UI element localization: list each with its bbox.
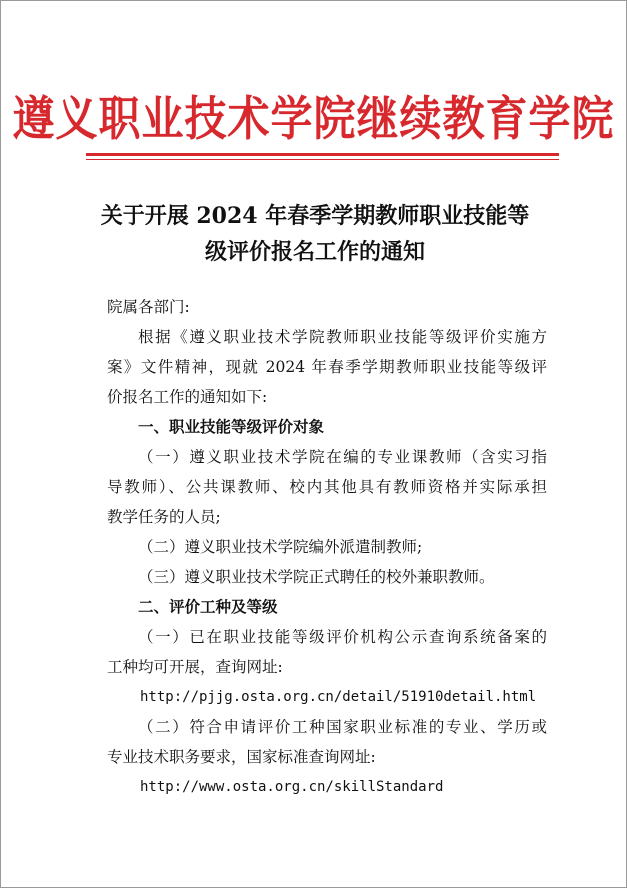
notice-body	[107, 292, 547, 802]
letterhead-rule-thick	[86, 153, 559, 156]
section-1-item-2: （二）遵义职业技术学院编外派遣制教师;	[138, 538, 423, 556]
intro-line-3: 价报名工作的通知如下:	[107, 388, 268, 406]
salutation: 院属各部门:	[107, 298, 190, 316]
letterhead-rule-thin	[86, 159, 559, 160]
section-2-heading: 二、评价工种及等级	[138, 598, 278, 616]
section-2-item-1-line-2: 工种均可开展，查询网址:	[107, 658, 283, 676]
section-1-heading: 一、职业技能等级评价对象	[138, 418, 325, 436]
section-2-item-2-url[interactable]: http://www.osta.org.cn/skillStandard	[140, 779, 444, 795]
section-2-item-1-line-1: （一）已在职业技能等级评价机构公示查询系统备案的	[138, 628, 547, 646]
section-2-item-2-line-2: 专业技术职务要求，国家标准查询网址:	[107, 748, 376, 766]
institution-letterhead: 遵义职业技术学院继续教育学院	[12, 94, 615, 147]
section-2-item-1-url[interactable]: http://pjjg.osta.org.cn/detail/51910detail.html	[140, 689, 537, 705]
notice-title	[70, 198, 560, 270]
intro-line-1: 根据《遵义职业技术学院教师职业技能等级评价实施方	[138, 328, 547, 346]
section-1-item-1-line-2: 导教师）、公共课教师、校内其他具有教师资格并实际承担	[107, 478, 547, 496]
section-2-item-2-line-1: （二）符合申请评价工种国家职业标准的专业、学历或	[138, 718, 547, 736]
intro-line-2: 案》文件精神，现就 2024 年春季学期教师职业技能等级评	[107, 358, 547, 376]
section-1-item-3: （三）遵义职业技术学院正式聘任的校外兼职教师。	[138, 568, 495, 586]
notice-title-line-2: 级评价报名工作的通知	[204, 239, 425, 265]
notice-title-line-1: 关于开展 2024 年春季学期教师职业技能等	[100, 203, 530, 229]
section-1-item-1-line-1: （一）遵义职业技术学院在编的专业课教师（含实习指	[138, 448, 547, 466]
section-1-item-1-line-3: 教学任务的人员;	[107, 508, 221, 526]
